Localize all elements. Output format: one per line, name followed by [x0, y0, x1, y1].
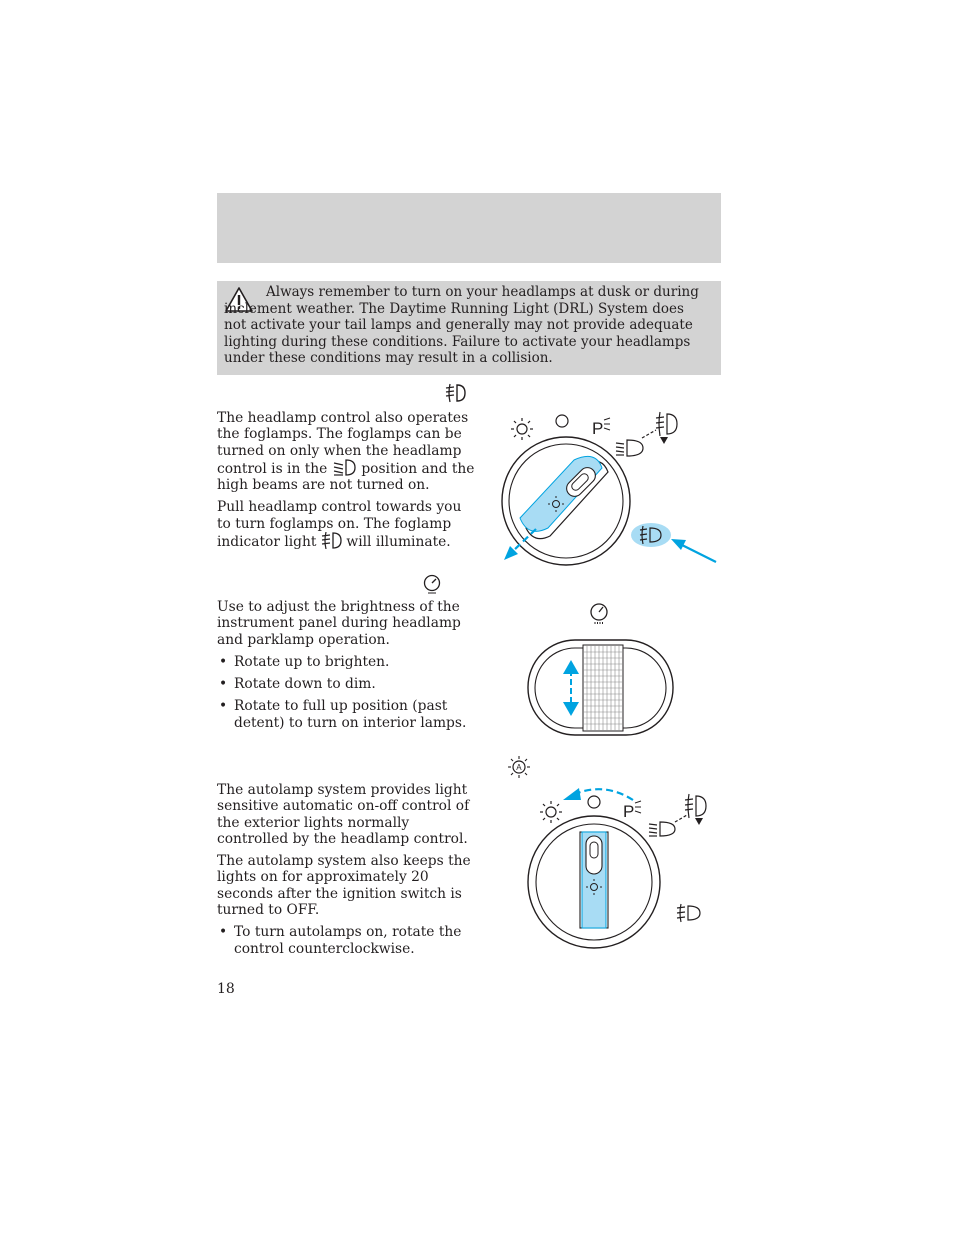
- dimmer-switch-figure: [525, 600, 680, 740]
- warning-box: [217, 281, 721, 375]
- section-header-band: [217, 193, 721, 263]
- warning-text: Always remember to turn on your headlamps at dusk or during inclement weather. The Daytime Running Light (DRL) System does not activate your tail lamps and generally may not provide adequate lighting during these conditions. Failure to activate your headlamps under these conditions may result in a collision.: [224, 284, 699, 366]
- dimmer-text: [217, 599, 475, 737]
- dimmer-intro: Use to adjust the brightness of the instrument panel during headlamp and parklamp operation.: [217, 599, 461, 648]
- autolamp-bullet-list: [217, 924, 475, 957]
- dimmer-gauge-icon: [591, 604, 607, 624]
- headlamp-icon: [616, 440, 643, 456]
- autolamp-paragraph-2: The autolamp system also keeps the lights on for approximately 20 seconds after the ignition switch is turned to OFF.: [217, 853, 471, 919]
- off-position-icon: [588, 796, 600, 808]
- off-position-icon: [556, 415, 568, 427]
- dimmer-gauge-icon: [422, 574, 442, 594]
- foglamp-paragraph-2: Pull headlamp control towards you to turn foglamps on. The foglamp indicator light will illuminate.: [217, 499, 462, 551]
- foglamp-indicator-icon: [677, 904, 700, 922]
- headlamp-icon: [649, 822, 675, 836]
- autolamp-paragraph-1: The autolamp system provides light sensitive automatic on-off control of the exterior lights normally controlled by the headlamp control.: [217, 782, 470, 847]
- foglamp-text: [217, 410, 475, 556]
- parklamp-p-label: P: [623, 802, 635, 821]
- list-item: • Rotate up to brighten.: [217, 654, 475, 670]
- pull-indicator-triangle: [660, 437, 668, 444]
- svg-text:A: A: [516, 763, 522, 772]
- foglamp-icon: [443, 383, 467, 403]
- parklamp-rays-icon: [604, 418, 610, 430]
- autolamp-text: [217, 782, 475, 963]
- parklamp-sun-icon: [511, 418, 533, 440]
- parklamp-p-label: P: [592, 419, 604, 438]
- list-item: • To turn autolamps on, rotate the control counterclockwise.: [217, 924, 475, 957]
- autolamp-icon: [507, 755, 531, 779]
- dimmer-bullet-list: [217, 654, 475, 731]
- foglamp-indicator-icon: [320, 532, 342, 549]
- foglamp-indicator-highlight: [631, 523, 671, 547]
- list-item: • Rotate down to dim.: [217, 676, 475, 692]
- foglamp-position-icon: [685, 794, 706, 818]
- low-beam-icon: [331, 459, 357, 476]
- foglamp-paragraph-1: The headlamp control also operates the foglamps. The foglamps can be turned on only when the headlamp control is in the position and the high beams are not turned on.: [217, 410, 475, 494]
- list-item: • Rotate to full up position (past detent) to turn on interior lamps.: [217, 698, 475, 731]
- foglamp-position-icon: [656, 412, 677, 436]
- autolamp-control-figure: [525, 782, 725, 950]
- headlamp-control-figure: [490, 408, 720, 568]
- parklamp-sun-icon: [540, 801, 562, 823]
- page-number: 18: [217, 981, 235, 997]
